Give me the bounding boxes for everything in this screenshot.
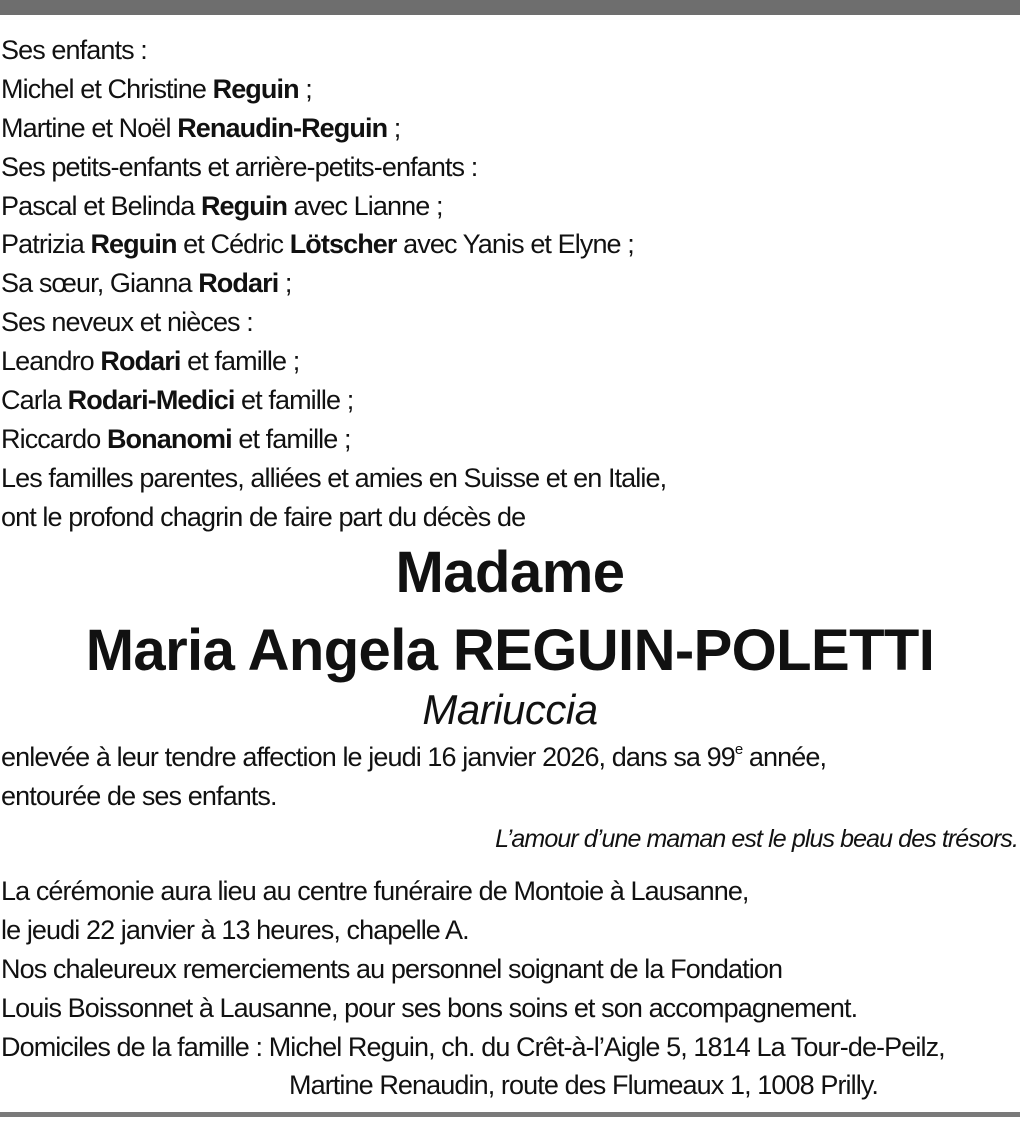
family-line: [1, 459, 1019, 498]
family-text: Les familles parentes, alliées et amies en Suisse et en Italie,: [1, 462, 667, 493]
surname: Rodari: [198, 268, 279, 299]
surname: Lötscher: [289, 229, 397, 260]
family-text: Ses enfants :: [1, 35, 147, 65]
family-text: et famille ;: [234, 385, 354, 416]
family-text: et famille ;: [180, 346, 300, 377]
family-line: [1, 31, 1019, 70]
surname: Rodari-Medici: [67, 385, 235, 416]
family-text: avec Yanis et Elyne ;: [396, 229, 634, 260]
family-line: [1, 70, 1019, 109]
family-line: [1, 381, 1019, 420]
family-list: [1, 31, 1019, 537]
family-text: ;: [387, 112, 401, 143]
family-text: et Cédric: [176, 229, 290, 260]
bottom-divider: [0, 1112, 1020, 1117]
family-text: Michel et Christine: [1, 73, 213, 104]
domiciles-line: Domiciles de la famille : Michel Reguin, ch. du Crêt-à-l’Aigle 5, 1814 La Tour-de-Peilz,: [1, 1031, 945, 1062]
ordinal-suffix: e: [734, 741, 743, 758]
family-line: [1, 148, 1019, 187]
surname: Reguin: [200, 190, 288, 221]
surname: Renaudin-Reguin: [177, 112, 388, 143]
surname: Reguin: [90, 229, 177, 260]
ceremony-line: le jeudi 22 janvier à 13 heures, chapelle A.: [1, 914, 469, 945]
domiciles-line-2: Martine Renaudin, route des Flumeaux 1, 1008 Prilly.: [289, 1070, 879, 1101]
family-text: et famille ;: [231, 423, 351, 454]
honorific: Madame: [395, 540, 625, 605]
family-line: [1, 342, 1019, 381]
surname: Rodari: [100, 346, 181, 377]
announcement-line-1: [1, 738, 1019, 777]
family-text: Pascal et Belinda: [1, 190, 201, 221]
family-text: ;: [298, 73, 312, 104]
deceased-nickname: Mariuccia: [422, 686, 598, 733]
ceremony-line: La cérémonie aura lieu au centre funéraire de Montoie à Lausanne,: [1, 876, 749, 906]
family-text: Carla: [1, 385, 68, 416]
deceased-name: Maria Angela REGUIN-POLETTI: [85, 618, 935, 683]
ceremony-line: Nos chaleureux remerciements au personnel soignant de la Fondation: [1, 953, 783, 984]
surname: Bonanomi: [106, 423, 232, 454]
family-line: [1, 264, 1019, 303]
family-line: [1, 187, 1019, 226]
family-text: Sa sœur, Gianna: [1, 268, 199, 299]
surname: Reguin: [212, 73, 299, 104]
family-line: [1, 303, 1019, 342]
announcement: [1, 738, 1019, 816]
family-text: ont le profond chagrin de faire part du décès de: [1, 501, 526, 532]
family-text: Leandro: [1, 346, 101, 377]
ceremony-line: Louis Boissonnet à Lausanne, pour ses bons soins et son accompagnement.: [1, 992, 858, 1023]
family-text: Patrizia: [1, 229, 91, 260]
top-divider: [0, 0, 1020, 15]
family-line: [1, 109, 1019, 148]
announcement-text-end: année,: [742, 742, 827, 772]
family-text: ;: [278, 268, 292, 299]
family-line: [1, 420, 1019, 459]
family-text: Riccardo: [1, 423, 107, 454]
family-text: avec Lianne ;: [287, 190, 443, 221]
family-text: Ses petits-enfants et arrière-petits-enfants :: [1, 151, 478, 182]
family-text: Ses neveux et nièces :: [1, 307, 253, 338]
ceremony-details: [1, 872, 1019, 1105]
family-line: [1, 498, 1019, 537]
epitaph-quote: L’amour d’une maman est le plus beau des trésors.: [495, 825, 1018, 853]
announcement-text: enlevée à leur tendre affection le jeudi 16 janvier 2026, dans sa 99: [1, 742, 735, 772]
announcement-line-2: entourée de ses enfants.: [1, 780, 277, 811]
family-text: Martine et Noël: [1, 112, 178, 143]
family-line: [1, 225, 1019, 264]
